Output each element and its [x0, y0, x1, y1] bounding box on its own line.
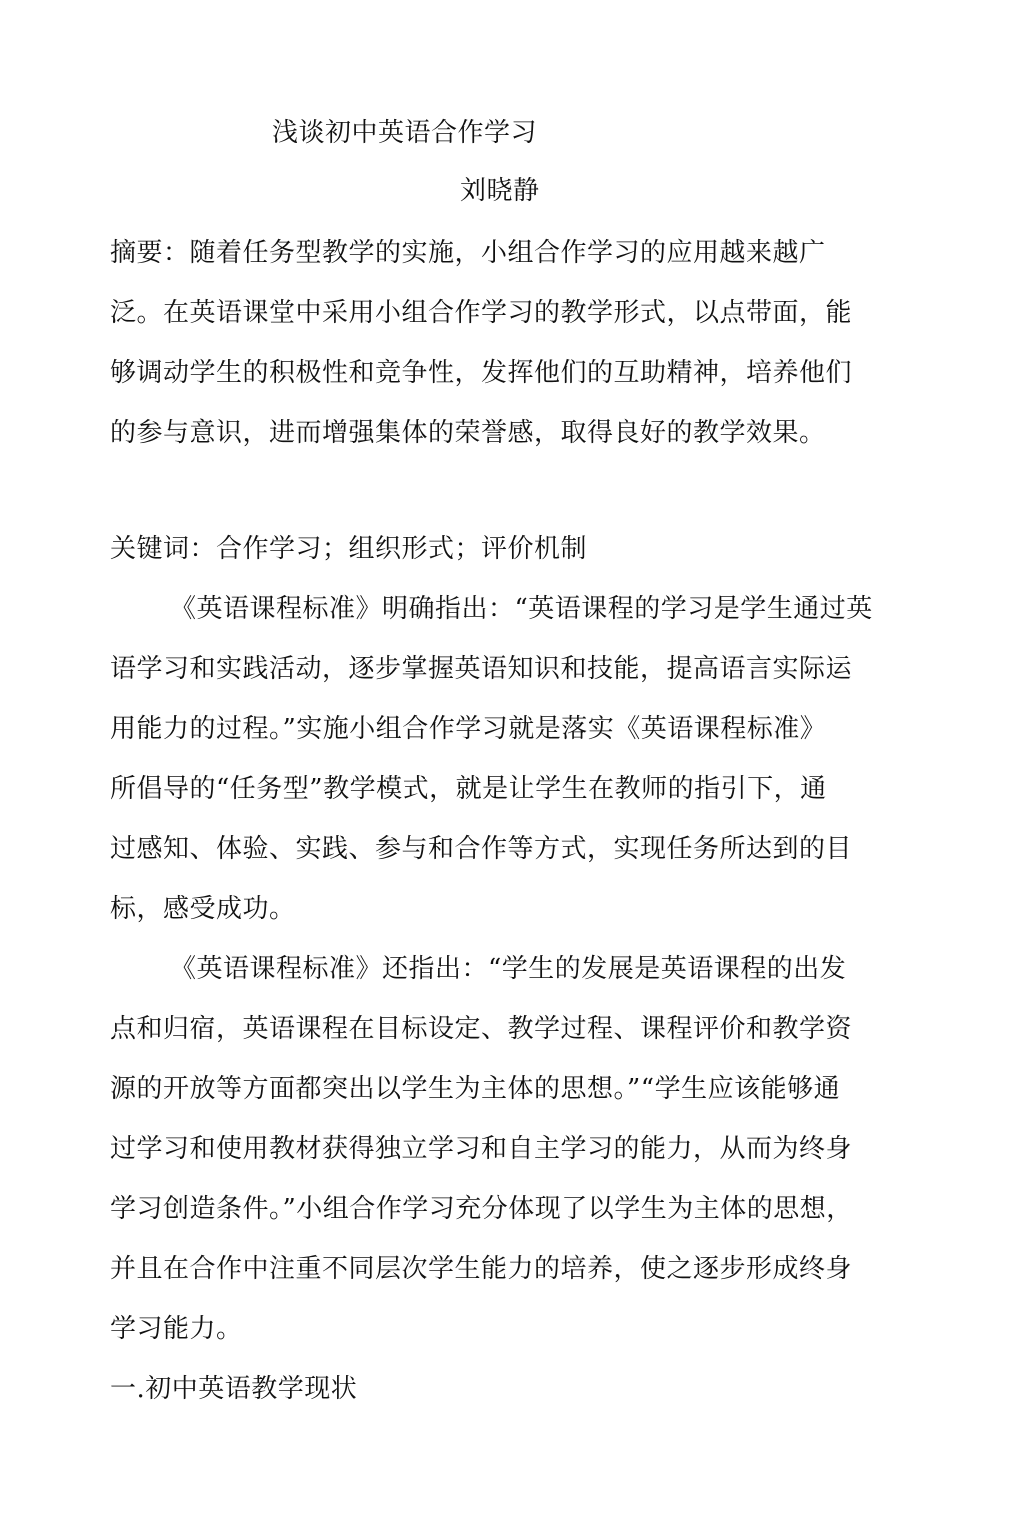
section-heading: 一.初中英语教学现状 — [110, 1374, 358, 1404]
paragraph-line: 《英语课程标准》还指出：“学生的发展是英语课程的出发 — [170, 954, 847, 984]
paragraph-line: 《英语课程标准》明确指出：“英语课程的学习是学生通过英 — [170, 594, 873, 624]
document-title: 浅谈初中英语合作学习 — [272, 118, 538, 148]
abstract-line: 够调动学生的积极性和竞争性，发挥他们的互助精神，培养他们 — [110, 358, 853, 388]
paragraph-line: 学习能力。 — [110, 1314, 243, 1344]
document-author: 刘晓静 — [460, 176, 540, 206]
paragraph-line: 学习创造条件。”小组合作学习充分体现了以学生为主体的思想， — [110, 1194, 853, 1224]
paragraph-line: 并且在合作中注重不同层次学生能力的培养，使之逐步形成终身 — [110, 1254, 853, 1284]
paragraph-line: 用能力的过程。”实施小组合作学习就是落实《英语课程标准》 — [110, 714, 827, 744]
paragraph-line: 语学习和实践活动，逐步掌握英语知识和技能，提高语言实际运 — [110, 654, 853, 684]
paragraph-line: 过感知、体验、实践、参与和合作等方式，实现任务所达到的目 — [110, 834, 853, 864]
abstract-line: 泛。在英语课堂中采用小组合作学习的教学形式，以点带面，能 — [110, 298, 853, 328]
abstract-line: 的参与意识，进而增强集体的荣誉感，取得良好的教学效果。 — [110, 418, 826, 448]
paragraph-line: 源的开放等方面都突出以学生为主体的思想。”“学生应该能够通 — [110, 1074, 841, 1104]
paragraph-line: 标，感受成功。 — [110, 894, 296, 924]
paragraph-line: 过学习和使用教材获得独立学习和自主学习的能力，从而为终身 — [110, 1134, 853, 1164]
paragraph-line: 点和归宿，英语课程在目标设定、教学过程、课程评价和教学资 — [110, 1014, 853, 1044]
paragraph-line: 所倡导的“任务型”教学模式，就是让学生在教师的指引下，通 — [110, 774, 827, 804]
abstract-line: 摘要：随着任务型教学的实施，小组合作学习的应用越来越广 — [110, 238, 826, 268]
keywords-line: 关键词：合作学习；组织形式；评价机制 — [110, 534, 588, 564]
